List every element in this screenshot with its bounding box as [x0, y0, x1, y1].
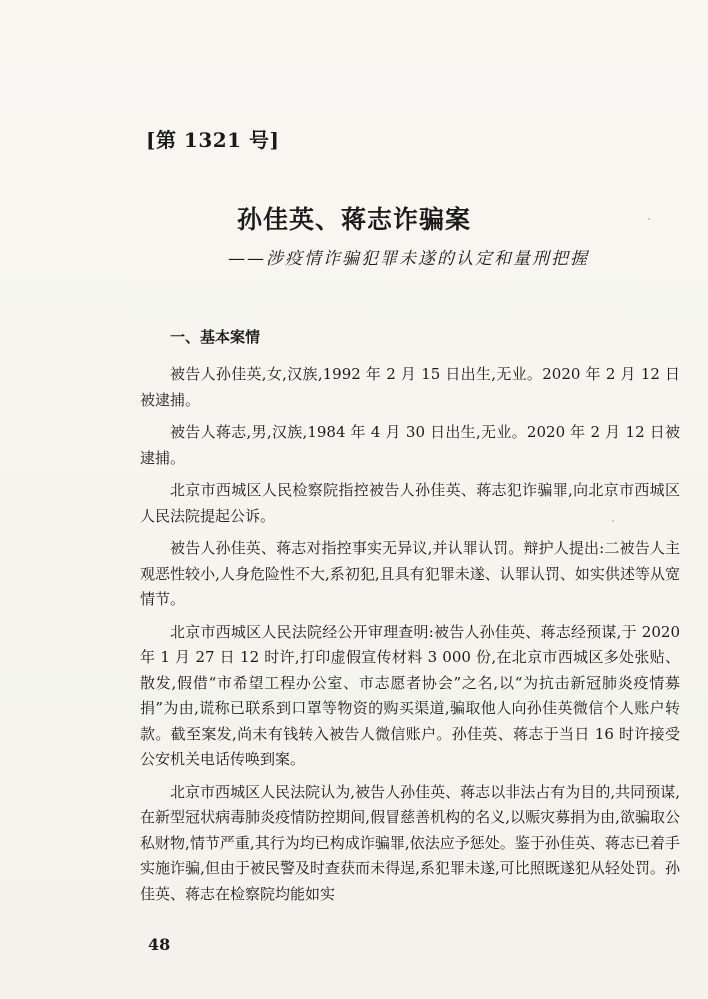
document-subtitle: ——涉疫情诈骗犯罪未遂的认定和量刑把握: [228, 249, 589, 269]
paragraph: 北京市西城区人民法院经公开审理查明:被告人孙佳英、蒋志经预谋,于 2020 年 1 月 27 日 12 时许,打印虚假宣传材料 3 000 份,在北京市西城区多处张贴、散发,假借“市希望工程办公室、市志愿者协会”之名,以“为抗击新冠肺炎疫情募捐”为由,谎称已联系到口罩等物资的购买渠道,骗取他人向孙佳英微信个人账户转款。截至案发,尚未有钱转入被告人微信账户。孙佳英、蒋志于当日 16 时许接受公安机关电话传唤到案。: [140, 622, 680, 768]
document-title: 孙佳英、蒋志诈骗案: [236, 205, 471, 234]
page-number: 48: [148, 935, 171, 954]
body-text: [140, 362, 680, 907]
paragraph: 被告人孙佳英,女,汉族,1992 年 2 月 15 日出生,无业。2020 年 2 月 12 日被逮捕。: [140, 365, 680, 409]
paragraph: 被告人孙佳英、蒋志对指控事实无异议,并认罪认罚。辩护人提出:二被告人主观恶性较小,人身危险性不大,系初犯,且具有犯罪未遂、认罪认罚、如实供述等从宽情节。: [140, 539, 680, 608]
paragraph: 北京市西城区人民检察院指控被告人孙佳英、蒋志犯诈骗罪,向北京市西城区人民法院提起公诉。: [140, 481, 680, 525]
paragraph: 北京市西城区人民法院认为,被告人孙佳英、蒋志以非法占有为目的,共同预谋,在新型冠状病毒肺炎疫情防控期间,假冒慈善机构的名义,以赈灾募捐为由,欲骗取公私财物,情节严重,其行为均已构成诈骗罪,依法应予惩处。鉴于孙佳英、蒋志已着手实施诈骗,但由于被民警及时查获而未得逞,系犯罪未遂,可比照既遂犯从轻处罚。孙佳英、蒋志在检察院均能如实: [140, 782, 680, 903]
paragraph: 被告人蒋志,男,汉族,1984 年 4 月 30 日出生,无业。2020 年 2 月 12 日被逮捕。: [140, 423, 680, 467]
section-heading: 一、基本案情: [170, 328, 261, 346]
case-number: [第 1321 号]: [146, 128, 280, 152]
